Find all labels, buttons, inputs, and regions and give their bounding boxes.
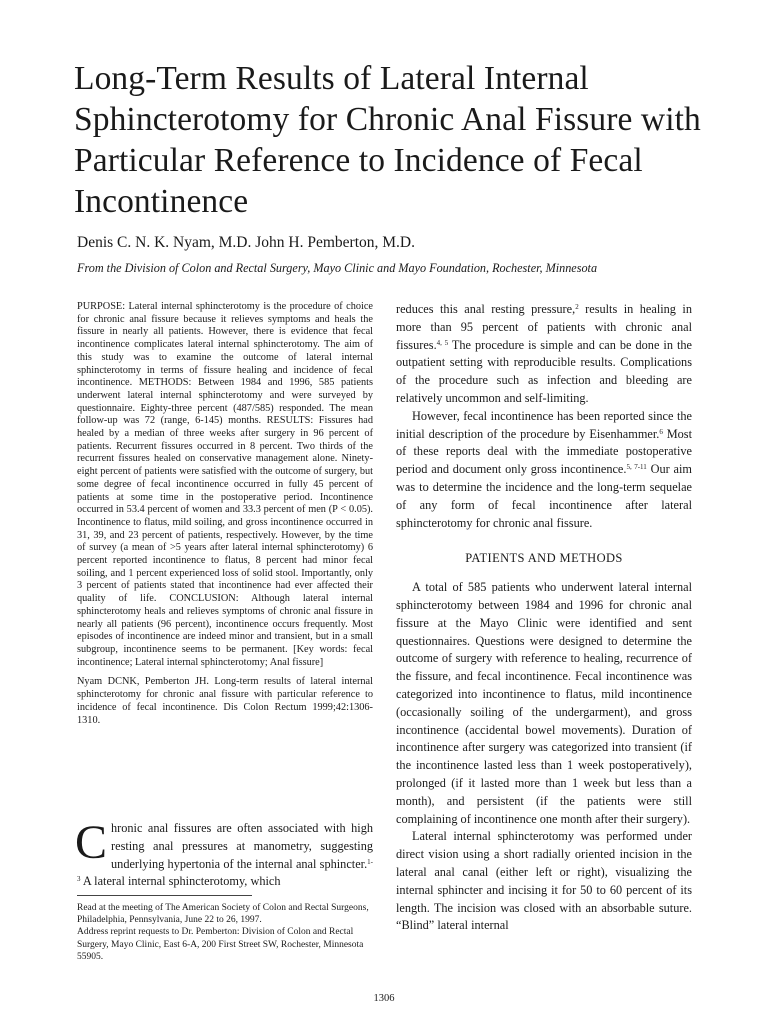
paragraph-4: Lateral internal sphincterotomy was performed under direct vision using a short radially oriented incision in the lateral anal canal (either left or right), visualizing the internal sphincter and incising it for 50 to 60 percent of its length. The incision was closed with an absorbable suture. “Blind” lateral internal <box>396 829 692 933</box>
paragraph-1 <box>396 301 692 408</box>
footnotes <box>77 902 373 963</box>
affiliation: From the Division of Colon and Rectal Surgery, Mayo Clinic and Mayo Foundation, Rochester, Minnesota <box>77 261 598 275</box>
text-run: reduces this anal resting pressure, <box>396 302 576 316</box>
text-run: results in healing in more than 95 percent of patients with chronic anal fissures. <box>396 302 692 352</box>
section-heading: PATIENTS AND METHODS <box>465 551 623 566</box>
reference-sup: 6 <box>659 427 663 436</box>
drop-cap-letter: C <box>75 816 108 869</box>
intro-text-continued: A lateral internal sphincterotomy, which <box>80 874 281 889</box>
reference-sup: 5, 7-11 <box>626 463 647 472</box>
reference-sup: 1-3 <box>77 857 373 884</box>
text-run: However, fecal incontinence has been reported since the initial description of the procedure by Eisenhammer. <box>396 408 692 441</box>
intro-text: hronic anal fissures are often associated with high resting anal pressures at manometry, suggesting underlying hypertonia of the internal anal sphincter. <box>111 821 373 871</box>
article-title: Long-Term Results of Lateral Internal Sphincterotomy for Chronic Anal Fissure with Particular Reference to Incidence of Fecal Incontinence <box>74 60 701 220</box>
text-run: Most of these reports deal with the immediate postoperative period and document only gross incontinence. <box>396 426 693 477</box>
text-run: Our aim was to determine the incidence and the long-term sequelae of any form of fecal incontinence after lateral sphincterotomy for chronic anal fissure. <box>396 462 692 530</box>
reference-sup: 2 <box>575 303 579 311</box>
intro-paragraph <box>75 816 373 891</box>
author-line: Denis C. N. K. Nyam, M.D. John H. Pemberton, M.D. <box>77 234 415 251</box>
footnote-rule <box>77 895 252 896</box>
abstract-text: PURPOSE: Lateral internal sphincterotomy is the procedure of choice for chronic anal fissure because it relieves symptoms and heals the fissure in nearly all patients. However, there is evidence that fecal incontinence complicates lateral internal sphincterotomy. The aim of this study was to examine the outcome of lateral internal sphincterotomy in terms of fissure healing and incidence of fecal incontinence. METHODS: Between 1984 and 1996, 585 patients underwent lateral internal sphincterotomy and were surveyed by questionnaire. Eighty-three percent (487/585) responded. The mean follow-up was 72 (range, 6-145) months. RESULTS: Fissures had healed by a median of three weeks after surgery in 96 percent of patients. Recurrent fissures occurred in 8 percent. Two thirds of the recurrent fissures healed on conservative management alone. Ninety-eight percent of patients were satisfied with the outcome of surgery, but some degree of fecal incontinence occurred in fully 45 percent of patients at some time in the postoperative period. Incontinence occurred in 53.4 percent of women and 33.3 percent of men (P < 0.05). Incontinence to flatus, mild soiling, and gross incontinence occurred in 31, 39, and 23 percent of patients, respectively. However, by the time of survey (a mean of >5 years after lateral internal sphincterotomy) 6 percent reported incontinence to flatus, 8 percent had minor fecal soiling, and 1 percent experienced loss of solid stool. Importantly, only 3 percent of patients stated that incontinence had ever affected their quality of life. CONCLUSION: Although lateral internal sphincterotomy heals and relieves symptoms of chronic anal fissure in nearly all patients (96 percent), incontinence occurs frequently. Most episodes of incontinence are indeed minor and transient, but in a small subgroup, incontinence seems to be permanent. [Key words: fecal incontinence; Lateral internal sphincterotomy; Anal fissure] <box>77 301 373 668</box>
page-number: 1306 <box>373 993 395 1004</box>
abstract-column <box>77 301 373 727</box>
citation-text: Nyam DCNK, Pemberton JH. Long-term results of lateral internal sphincterotomy for chronic anal fissure with particular reference to incidence of fecal incontinence. Dis Colon Rectum 1999;42:1306-1310. <box>77 676 373 726</box>
paragraph-3: A total of 585 patients who underwent lateral internal sphincterotomy between 1984 and 1996 for chronic anal fissure at the Mayo Clinic were identified and sent questionnaires. Questions were designed to determine the outcome of surgery with reference to healing, recurrence of the fissure, and fecal incontinence. Fecal incontinence was categorized into incontinence to flatus, mild incontinence (occasionally soiling of the undergarment), and gross incontinence (accidental bowel movements). Duration of incontinence after surgery was categorized into transient (if the incontinence lasted less than 1 week postoperatively), prolonged (if it lasted more than 1 week but less than a month), and persistent (if the patients were still complaining of incontinence one month after their surgery). <box>396 580 692 826</box>
reference-sup: 4, 5 <box>436 338 449 347</box>
footnote-meeting: Read at the meeting of The American Society of Colon and Rectal Surgeons, Philadelphia, Pennsylvania, June 22 to 26, 1997. <box>77 903 369 926</box>
footnote-reprint: Address reprint requests to Dr. Pemberton: Division of Colon and Rectal Surgery, Mayo Clinic, East 6-A, 200 First Street SW, Rochester, Minnesota 55905. <box>77 927 364 962</box>
paragraph-2 <box>396 408 692 533</box>
text-run: The procedure is simple and can be done in the outpatient setting with reproducible results. Complications of the procedure such as infection and bleeding are relatively uncommon and self-limiting. <box>396 337 692 405</box>
right-column <box>396 301 692 935</box>
